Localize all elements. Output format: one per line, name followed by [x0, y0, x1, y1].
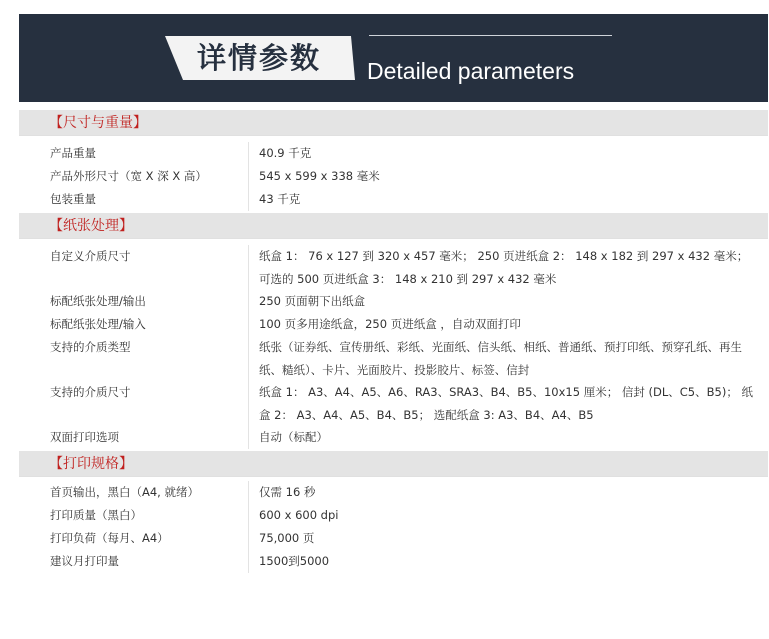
row-label: 打印质量（黑白）	[19, 504, 249, 527]
row-label: 自定义介质尺寸	[19, 245, 249, 290]
table-row	[19, 336, 768, 381]
row-label: 产品重量	[19, 142, 249, 165]
row-value: 100 页多用途纸盒，250 页进纸盒 ，自动双面打印	[259, 317, 521, 331]
row-label: 双面打印选项	[19, 426, 249, 449]
section-body-size-weight	[19, 136, 768, 213]
row-value: 43 千克	[259, 192, 301, 206]
table-row	[19, 481, 768, 504]
section-title-print-spec: 【打印规格】	[19, 451, 768, 477]
table-row	[19, 527, 768, 550]
section-body-print-spec	[19, 477, 768, 575]
row-value: 250 页面朝下出纸盒	[259, 294, 366, 308]
table-row	[19, 165, 768, 188]
header-banner	[19, 14, 768, 102]
banner-title-en: Detailed parameters	[367, 58, 575, 84]
row-value: 75,000 页	[259, 531, 315, 545]
table-row	[19, 504, 768, 527]
row-label: 标配纸张处理/输入	[19, 313, 249, 336]
row-label: 标配纸张处理/输出	[19, 290, 249, 313]
row-label: 首页输出，黑白（A4, 就绪）	[19, 481, 249, 504]
table-row	[19, 313, 768, 336]
table-row	[19, 245, 768, 290]
table-row	[19, 290, 768, 313]
table-row	[19, 188, 768, 211]
section-body-paper-handling	[19, 239, 768, 451]
row-label: 建议月打印量	[19, 550, 249, 573]
row-value: 600 x 600 dpi	[259, 508, 339, 522]
section-title-size-weight: 【尺寸与重量】	[19, 110, 768, 136]
row-value: 40.9 千克	[259, 146, 312, 160]
banner-divider	[369, 35, 612, 36]
row-value: 1500到5000	[259, 554, 330, 568]
table-row	[19, 142, 768, 165]
row-label: 包装重量	[19, 188, 249, 211]
row-value: 自动（标配）	[259, 430, 328, 444]
spec-table	[19, 110, 768, 575]
table-row	[19, 381, 768, 426]
row-value: 纸张（证券纸、宣传册纸、彩纸、光面纸、信头纸、相纸、普通纸、预打印纸、预穿孔纸、再生纸、糙纸）、卡片、光面胶片、投影胶片、标签、信封	[259, 340, 742, 377]
row-value: 纸盒 1： A3、A4、A5、A6、RA3、SRA3、B4、B5、10x15 厘米； 信封 (DL、C5、B5)； 纸盒 2： A3、A4、A5、B4、B5； 选配纸盒 3: A3、B4、A4、B5	[259, 385, 753, 422]
table-row	[19, 426, 768, 449]
table-row	[19, 550, 768, 573]
row-value: 纸盒 1： 76 x 127 到 320 x 457 毫米； 250 页进纸盒 2： 148 x 182 到 297 x 432 毫米； 可选的 500 页进纸盒 3： 148 x 210 到 297 x 432 毫米	[259, 249, 749, 286]
section-title-paper-handling: 【纸张处理】	[19, 213, 768, 239]
row-label: 打印负荷（每月、A4）	[19, 527, 249, 550]
row-label: 产品外形尺寸（宽 X 深 X 高）	[19, 165, 249, 188]
row-label: 支持的介质尺寸	[19, 381, 249, 426]
row-value: 545 x 599 x 338 毫米	[259, 169, 380, 183]
banner-title-zh: 详情参数	[197, 41, 322, 75]
row-label: 支持的介质类型	[19, 336, 249, 381]
row-value: 仅需 16 秒	[259, 485, 316, 499]
